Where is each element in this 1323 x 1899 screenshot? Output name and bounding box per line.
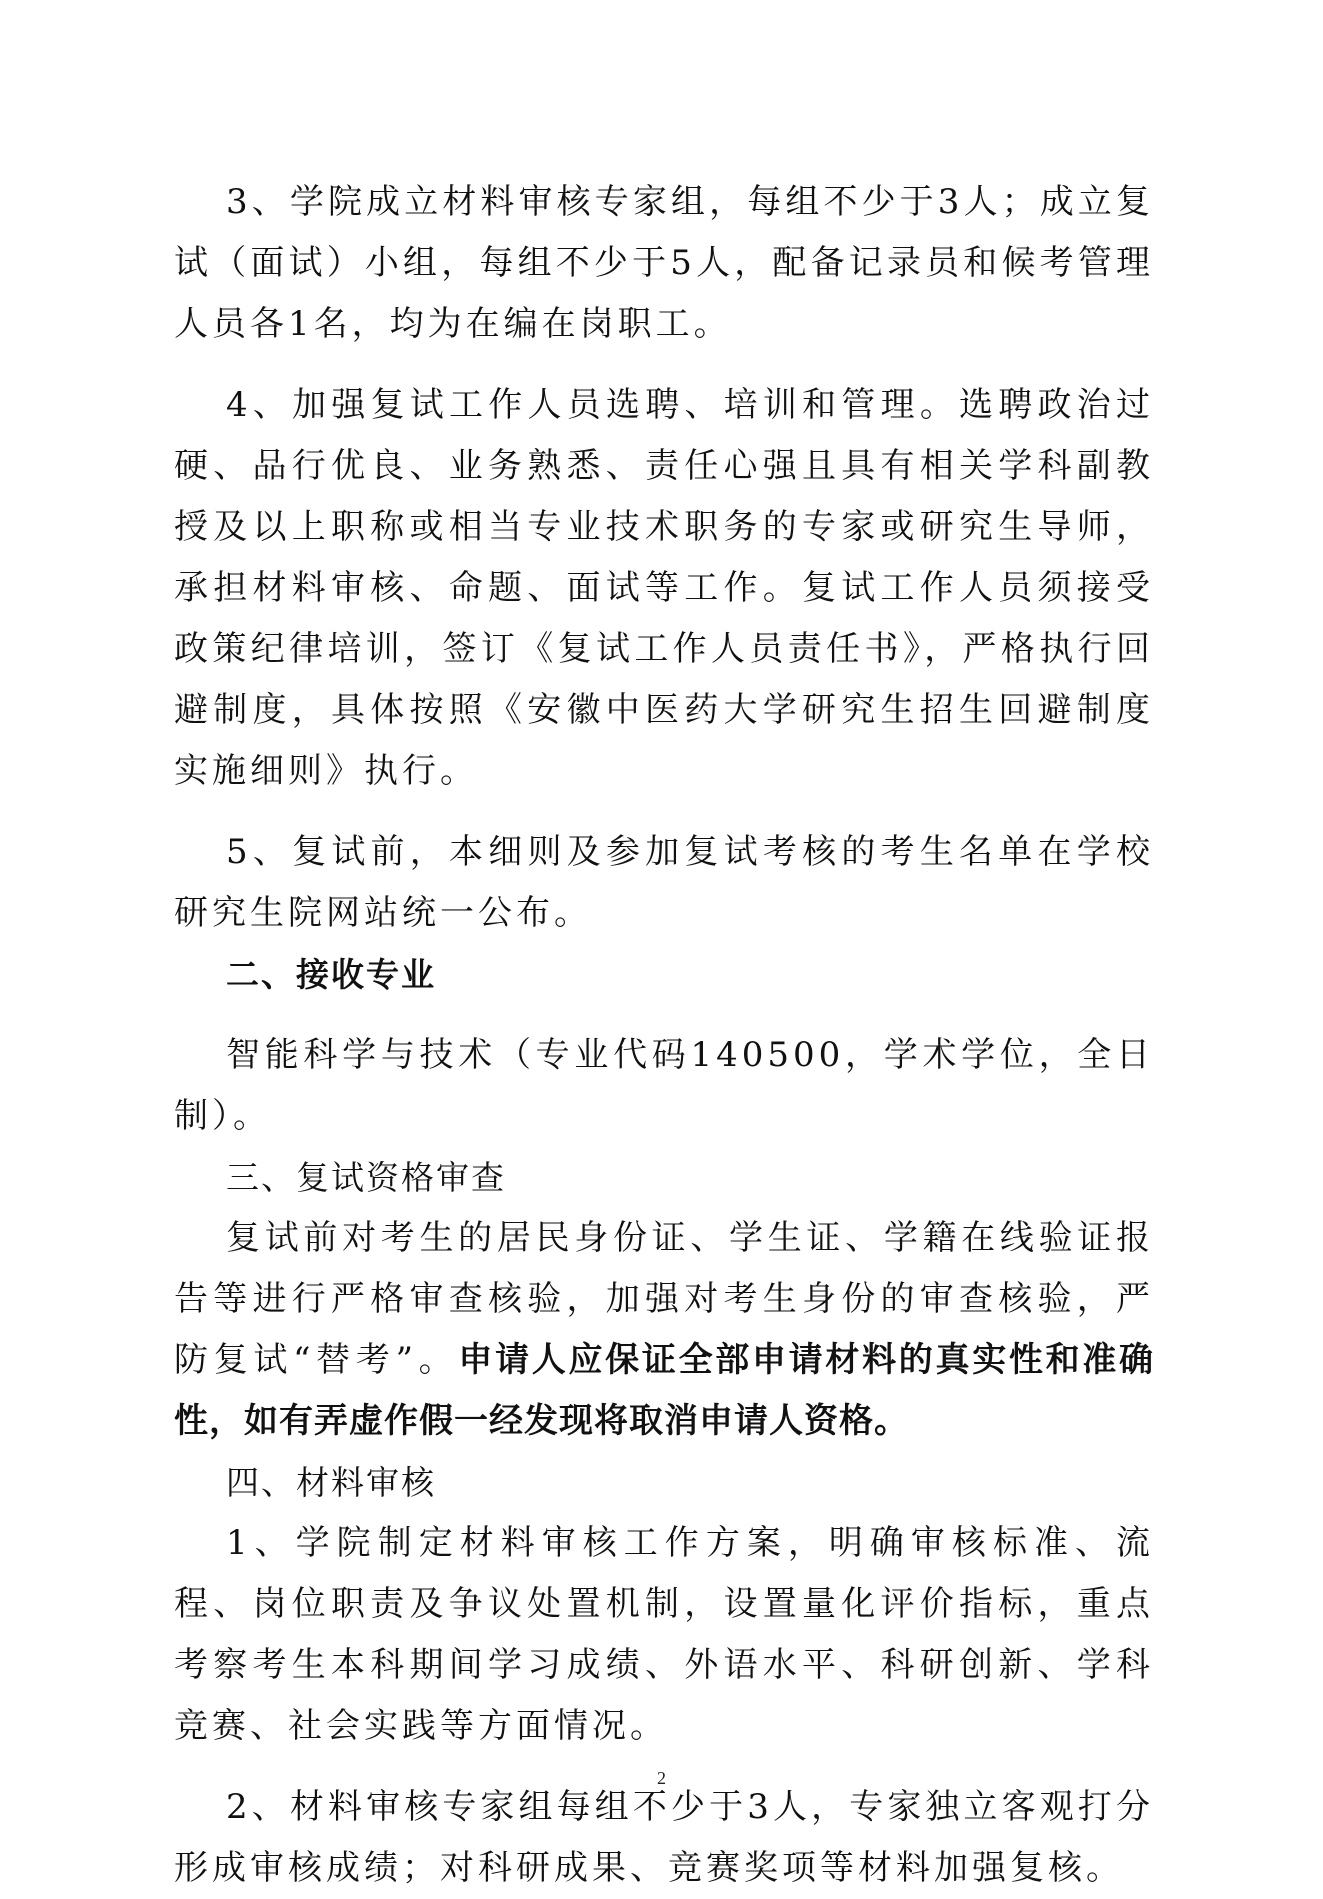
paragraph-review-scoring: 2、材料审核专家组每组不少于3人，专家独立客观打分形成审核成绩；对科研成果、竞赛奖项等材料加强复核。 xyxy=(174,1787,1154,1888)
paragraph-qualification xyxy=(174,1208,1154,1452)
paragraph-major: 智能科学与技术（专业代码140500，学术学位，全日制）。 xyxy=(174,1035,1154,1136)
section-heading-qualification: 三、复试资格审查 xyxy=(226,1158,506,1197)
qualification-warning: 申请人应保证全部申请材料的真实性和准确性，如有弄虚作假一经发现将取消申请人资格。 xyxy=(174,1340,1154,1441)
paragraph-publication: 5、复试前，本细则及参加复试考核的考生名单在学校研究生院网站统一公布。 xyxy=(174,832,1154,933)
document-body xyxy=(174,172,1154,1899)
qualification-text: 复试前对考生的居民身份证、学生证、学籍在线验证报告等进行严格审查核验，加强对考生身份的审查核验，严防复试“替考”。 xyxy=(174,1218,1154,1380)
paragraph-staff-training: 4、加强复试工作人员选聘、培训和管理。选聘政治过硬、品行优良、业务熟悉、责任心强且具有相关学科副教授及以上职称或相当专业技术职务的专家或研究生导师，承担材料审核、命题、面试等工作。复试工作人员须接受政策纪律培训，签订《复试工作人员责任书》，严格执行回避制度，具体按照《安徽中医药大学研究生招生回避制度实施细则》执行。 xyxy=(174,385,1154,791)
section-heading-major: 二、接收专业 xyxy=(226,955,436,994)
section-heading-material-review: 四、材料审核 xyxy=(226,1463,436,1502)
page-number: 2 xyxy=(657,1768,666,1788)
paragraph-review-plan: 1、学院制定材料审核工作方案，明确审核标准、流程、岗位职责及争议处置机制，设置量化评价指标，重点考察考生本科期间学习成绩、外语水平、科研创新、学科竞赛、社会实践等方面情况。 xyxy=(174,1523,1154,1746)
paragraph-expert-group: 3、学院成立材料审核专家组，每组不少于3人；成立复试（面试）小组，每组不少于5人，配备记录员和候考管理人员各1名，均为在编在岗职工。 xyxy=(174,182,1154,344)
